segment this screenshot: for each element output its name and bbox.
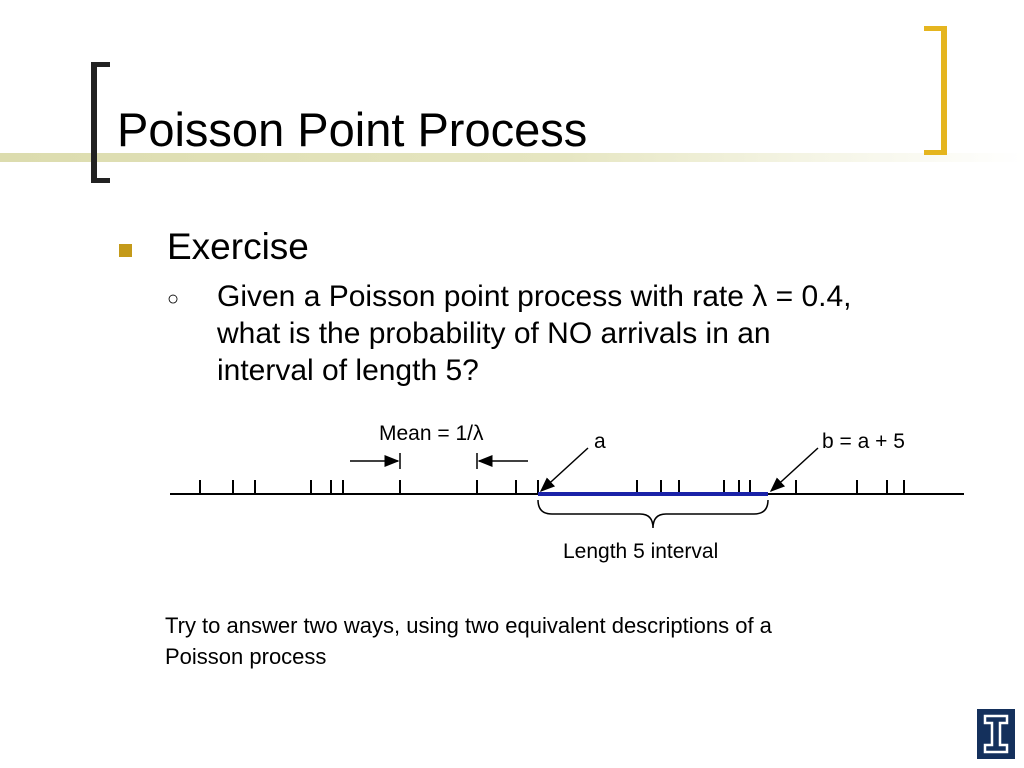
b-pointer-arrow: [771, 448, 818, 491]
block-i-logo-icon: [983, 714, 1009, 754]
university-logo: [977, 709, 1015, 759]
slide-title: Poisson Point Process: [117, 103, 588, 156]
mean-interval-arrows: [350, 453, 528, 469]
question-line-1: Given a Poisson point process with rate λ = 0.4,: [217, 280, 852, 313]
a-pointer-arrow: [541, 448, 588, 491]
interval-label: Length 5 interval: [563, 540, 719, 563]
bullet-exercise: Exercise: [167, 226, 309, 267]
arrival-ticks: [200, 480, 904, 494]
mean-label: Mean = 1/λ: [379, 422, 484, 445]
hollow-circle-bullet-icon: ○: [167, 288, 180, 310]
a-label: a: [594, 430, 606, 453]
interval-brace: [538, 500, 768, 528]
note-line-1: Try to answer two ways, using two equivalent descriptions of a: [165, 613, 772, 638]
question-line-2: what is the probability of NO arrivals in an: [217, 317, 771, 350]
note-line-2: Poisson process: [165, 644, 327, 669]
exercise-note: [165, 610, 905, 672]
question-line-3: interval of length 5?: [217, 354, 479, 387]
b-label: b = a + 5: [822, 430, 905, 453]
